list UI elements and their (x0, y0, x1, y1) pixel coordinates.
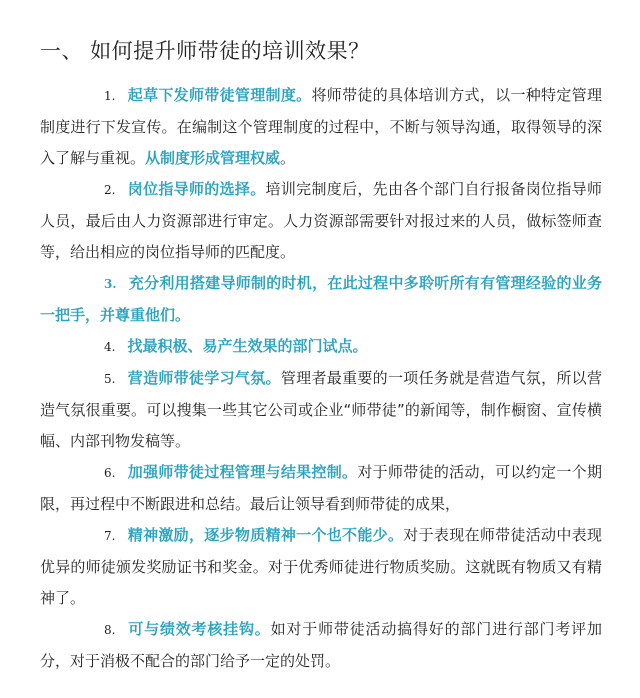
item-highlight: 起草下发师带徒管理制度。 (127, 86, 312, 104)
section-heading: 一、 如何提升师带徒的培训效果？ (40, 39, 370, 63)
item-number: 6. (104, 466, 116, 480)
item-number: 3. (104, 277, 117, 291)
list-item-6 (40, 457, 602, 520)
item-text: 管理者最重要的一项任务就是营造气氛，所以营造气氛很重要。可以搜集一些其它公司或企业“师带徒”的新闻等，制作橱窗、宣传横幅、内部刊物发稿等。 (40, 369, 602, 450)
item-highlight: 可与绩效考核挂钩。 (127, 620, 271, 638)
list-item-4 (40, 331, 602, 363)
item-number: 7. (104, 529, 116, 543)
item-tail: 。 (280, 149, 296, 167)
item-highlight: 充分利用搭建导师制的时机，在此过程中多聆听所有有管理经验的业务一把手，并尊重他们。 (40, 274, 602, 324)
list-item-2 (40, 174, 602, 268)
item-text: 如对于师带徒活动搞得好的部门进行部门考评加分，对于消极不配合的部门给予一定的处罚。 (40, 620, 602, 670)
list-item-8 (40, 614, 602, 677)
list-item-3 (40, 268, 602, 331)
item-text: 对于表现在师带徒活动中表现优异的师徒颁发奖励证书和奖金。对于优秀师徒进行物质奖励。这就既有物质又有精神了。 (40, 526, 602, 607)
item-highlight: 营造师带徒学习气氛。 (127, 369, 281, 387)
item-highlight: 岗位指导师的选择。 (127, 180, 266, 198)
item-highlight: 精神激励，逐步物质精神一个也不能少。 (127, 526, 404, 544)
item-number: 5. (104, 372, 116, 386)
item-number: 4. (104, 340, 116, 354)
item-highlight: 找最积极、易产生效果的部门试点。 (127, 337, 368, 355)
list-item-1 (40, 80, 602, 174)
item-text: 对于师带徒的活动，可以约定一个期限，再过程中不断跟进和总结。最后让领导看到师带徒的成果， (40, 463, 602, 513)
list-item-5 (40, 363, 602, 457)
list-item-7 (40, 520, 602, 614)
item-number: 1. (104, 89, 116, 103)
item-highlight-secondary: 从制度形成管理权威 (145, 149, 281, 167)
item-number: 2. (104, 183, 116, 197)
item-text: 培训完制度后，先由各个部门自行报备岗位指导师人员，最后由人力资源部进行审定。人力资源部需要针对报过来的人员，做标签师查等，给出相应的岗位指导师的匹配度。 (40, 180, 602, 261)
item-text: 将师带徒的具体培训方式，以一种特定管理制度进行下发宣传。在编制这个管理制度的过程中，不断与领导沟通，取得领导的深入了解与重视。 (40, 86, 602, 167)
item-number: 8. (104, 623, 116, 637)
item-highlight: 加强师带徒过程管理与结果控制。 (127, 463, 358, 481)
